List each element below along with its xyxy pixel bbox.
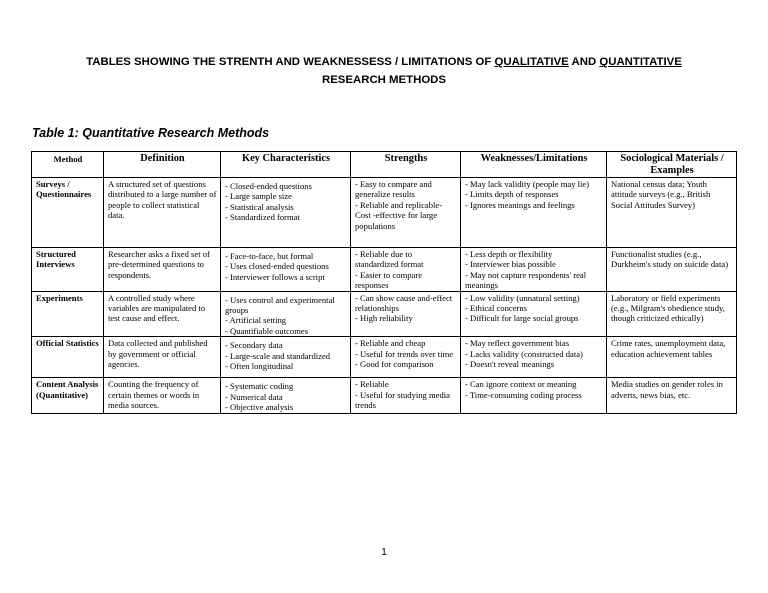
strengths-cell-line: - High reliability [355,313,413,324]
examples-cell: National census data; Youth attitude surveys (e.g., British Social Attitudes Survey) [607,178,737,248]
characteristics-cell-line: - Interviewer follows a script [225,271,325,282]
weaknesses-cell [461,337,607,378]
definition-cell: Researcher asks a fixed set of pre-determined questions to respondents. [104,248,221,292]
strengths-cell-line: - Useful for trends over time [355,348,454,359]
characteristics-cell-line: - Uses closed-ended questions [225,261,329,272]
table-row [32,178,737,248]
characteristics-cell-line: - Objective analysis [225,402,294,413]
characteristics-cell-line: - Numerical data [225,391,283,402]
characteristics-cell [221,248,351,292]
weaknesses-cell [461,378,607,414]
weaknesses-cell-line: - Difficult for large social groups [465,313,579,324]
title-part1: TABLES SHOWING THE STRENTH AND WEAKNESSESS / LIMITATIONS OF [86,56,495,68]
title-quantitative: QUANTITATIVE [599,56,682,68]
table-row [32,248,737,292]
title-line2: RESEARCH METHODS [321,74,447,86]
table-body [32,178,737,414]
quantitative-methods-table [31,151,737,414]
strengths-cell-line: - Good for comparison [355,359,434,370]
weaknesses-cell-line: - Ignores meanings and feelings [465,199,575,210]
weaknesses-cell-line: - May not capture respondents' real meanings [465,269,587,291]
weaknesses-cell [461,248,607,292]
strengths-cell [351,178,461,248]
characteristics-cell-line: - Uses control and experimental groups [225,294,335,316]
examples-cell: Media studies on gender roles in adverts, news bias, etc. [607,378,737,414]
column-header-definition: Definition [104,152,221,178]
strengths-cell-line: - Easy to compare and generalize results [355,179,432,200]
method-cell: Structured Interviews [32,248,104,292]
page-number: 1 [381,547,387,558]
title-qualitative: QUALITATIVE [494,56,569,68]
characteristics-cell-line: - Large-scale and standardized [225,350,331,361]
characteristics-cell-line: - Large sample size [225,191,292,202]
weaknesses-cell-line: - Time-consuming coding process [465,389,582,400]
table-row [32,337,737,378]
weaknesses-cell-line: - Less depth or flexibility [465,249,553,259]
weaknesses-cell [461,291,607,337]
definition-cell: Data collected and published by government or official agencies. [104,337,221,378]
characteristics-cell-line: - Quantifiable outcomes [225,325,309,336]
strengths-cell-line: - Can show cause and-effect relationships [355,292,453,314]
strengths-cell-line: - Useful for studying media trends [355,389,450,411]
table-row [32,378,737,414]
characteristics-cell-line: - Standardized format [225,212,300,223]
weaknesses-cell-line: - Ethical concerns [465,303,528,314]
column-header-weaknesses: Weaknesses/Limitations [461,152,607,178]
method-cell: Surveys / Questionnaires [32,178,104,248]
definition-cell: Counting the frequency of certain themes or words in media sources. [104,378,221,414]
column-header-examples: Sociological Materials / Examples [607,152,737,178]
strengths-cell [351,337,461,378]
examples-cell: Functionalist studies (e.g., Durkheim's study on suicide data) [607,248,737,292]
examples-cell: Laboratory or field experiments (e.g., Milgram's obedience study, though criticized ethically) [607,291,737,337]
table-header-row [32,152,737,178]
characteristics-cell-line: - Secondary data [225,340,283,351]
column-header-key-characteristics: Key Characteristics [221,152,351,178]
weaknesses-cell-line: - Doesn't reveal meanings [465,359,555,370]
weaknesses-cell-line: - May lack validity (people may lie) [465,179,590,189]
column-header-strengths: Strengths [351,152,461,178]
method-cell: Official Statistics [32,337,104,378]
strengths-cell [351,378,461,414]
strengths-cell [351,248,461,292]
strengths-cell-line: - Reliable [355,379,389,390]
strengths-cell-line: - Reliable and replicable- Cost -effective for large populations [355,199,443,231]
definition-cell: A structured set of questions distributed to a large number of people to collect statistical data. [104,178,221,248]
title-and: AND [568,56,600,68]
weaknesses-cell-line: - May reflect government bias [465,338,570,349]
characteristics-cell-line: - Systematic coding [225,381,294,392]
characteristics-cell-line: - Statistical analysis [225,201,294,212]
weaknesses-cell-line: - Lacks validity (constructed data) [465,348,583,359]
definition-cell: A controlled study where variables are manipulated to test cause and effect. [104,291,221,337]
characteristics-cell [221,291,351,337]
characteristics-cell-line: - Often longitudinal [225,361,294,372]
strengths-cell [351,291,461,337]
weaknesses-cell [461,178,607,248]
weaknesses-cell-line: - Limits depth of responses [465,189,559,200]
characteristics-cell-line: - Artificial setting [225,315,287,326]
strengths-cell-line: - Reliable and cheap [355,338,426,349]
weaknesses-cell-line: - Interviewer bias possible [465,259,556,270]
strengths-cell-line: - Easier to compare responses [355,269,423,291]
strengths-cell-line: - Reliable due to standardized format [355,249,424,270]
table-row [32,291,737,337]
method-cell: Experiments [32,291,104,337]
weaknesses-cell-line: - Low validity (unnatural setting) [465,292,580,303]
characteristics-cell [221,378,351,414]
characteristics-cell [221,337,351,378]
method-cell: Content Analysis (Quantitative) [32,378,104,414]
characteristics-cell-line: - Face-to-face, but formal [225,251,314,261]
column-header-method: Method [32,152,104,178]
document-title [40,53,728,89]
characteristics-cell-line: - Closed-ended questions [225,181,312,191]
characteristics-cell [221,178,351,248]
examples-cell: Crime rates, unemployment data, education achievement tables [607,337,737,378]
weaknesses-cell-line: - Can ignore context or meaning [465,379,577,390]
table-caption: Table 1: Quantitative Research Methods [32,126,270,140]
